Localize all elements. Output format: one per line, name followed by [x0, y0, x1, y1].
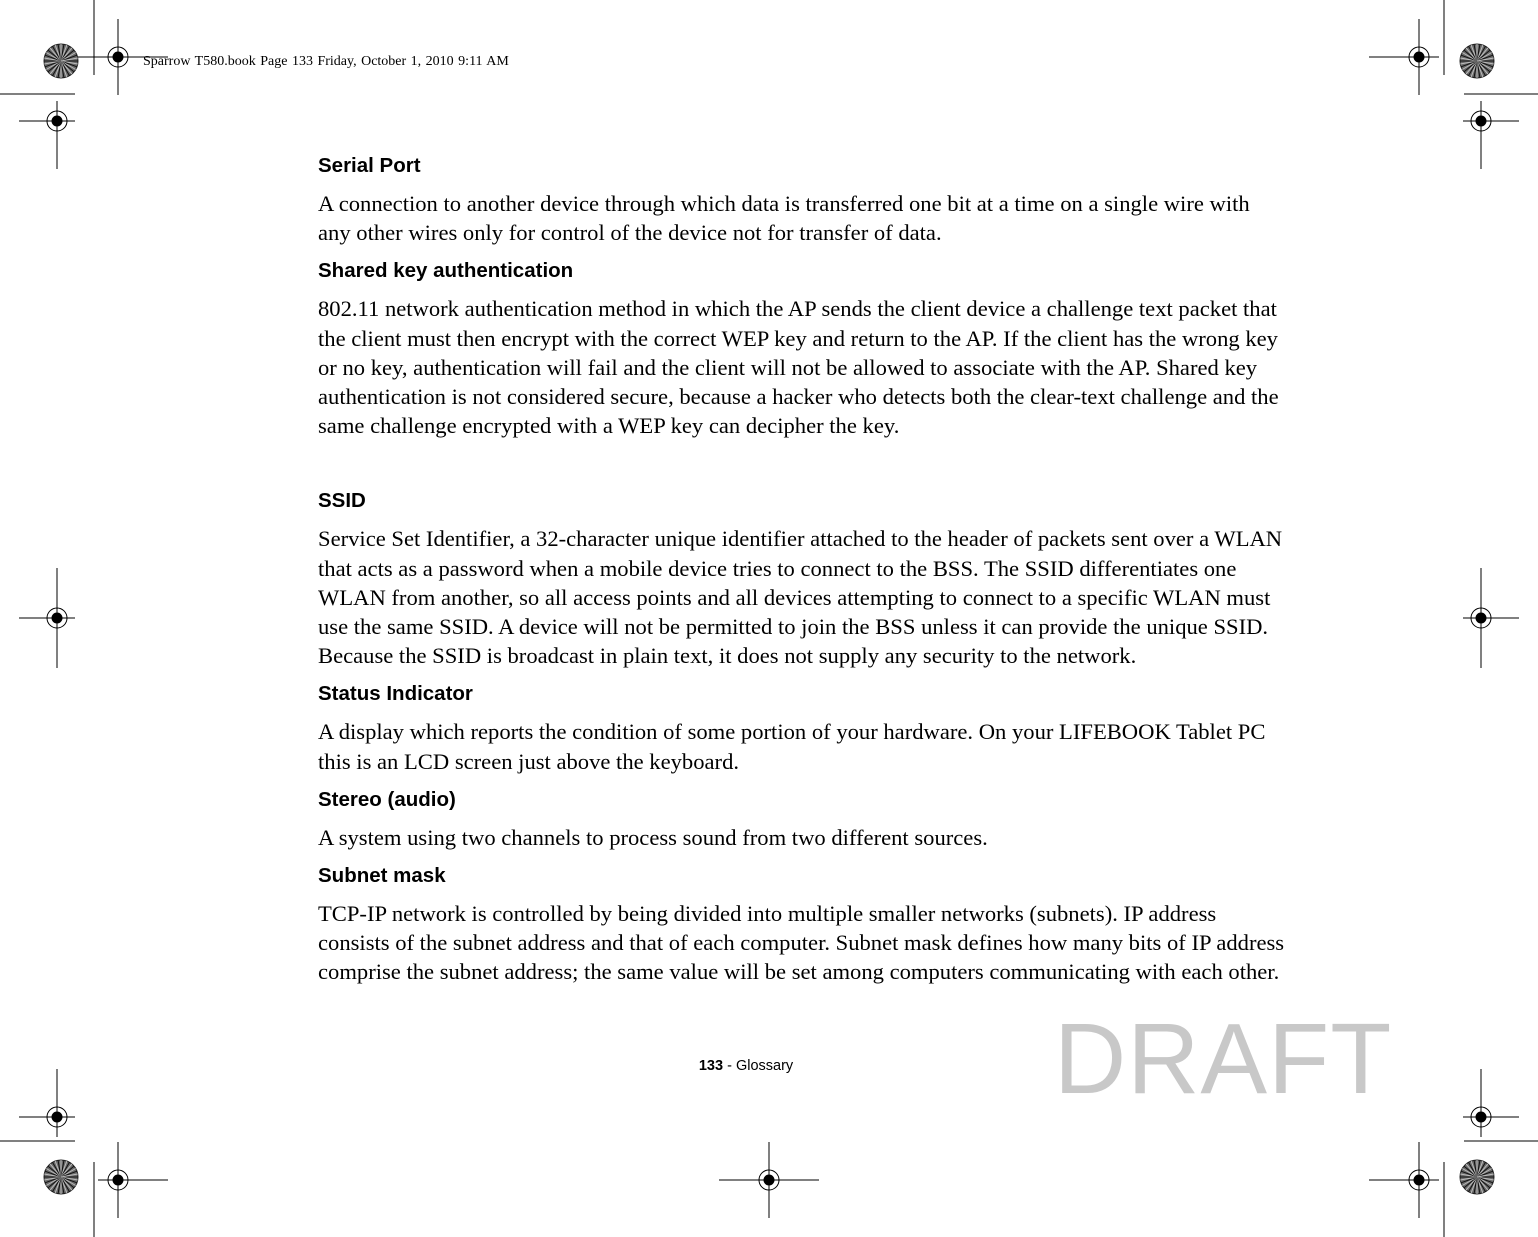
term-heading: SSID	[318, 489, 366, 513]
definition-line: any other wires only for control of the device not for transfer of data.	[318, 220, 942, 246]
registration-mark-icon	[1463, 1069, 1519, 1137]
definition-line: comprise the subnet address; the same value will be set among computers communicating with each other.	[318, 959, 1280, 985]
term-heading: Serial Port	[318, 154, 421, 177]
definition-line: A display which reports the condition of some portion of your hardware. On your LIFEBOOK Tablet PC	[318, 719, 1266, 745]
definition-line: authentication is not considered secure, because a hacker who detects both the clear-text challenge and the	[318, 384, 1279, 410]
registration-mark-icon	[19, 568, 75, 668]
term-heading: Subnet mask	[318, 864, 446, 888]
star-target-icon	[1460, 44, 1494, 78]
registration-mark-icon	[19, 1069, 75, 1137]
footer-separator: -	[723, 1058, 736, 1074]
section-gap	[318, 449, 1368, 486]
definition-line: A system using two channels to process sound from two different sources.	[318, 824, 988, 850]
definition-line: WLAN from another, so all access points and all devices attempting to connect to a specific WLAN must	[318, 584, 1271, 610]
term-definition	[318, 899, 1368, 987]
term-definition	[318, 294, 1368, 440]
term-definition	[318, 524, 1368, 670]
registration-mark-icon	[719, 1142, 819, 1218]
definition-line: same challenge encrypted with a WEP key can decipher the key.	[318, 413, 900, 439]
definition-line: this is an LCD screen just above the keyboard.	[318, 748, 740, 774]
term-definition	[318, 189, 1368, 247]
term-heading: Status Indicator	[318, 682, 473, 706]
term-definition	[318, 823, 1368, 852]
page-number: 133	[698, 1058, 724, 1074]
definition-line: Service Set Identifier, a 32-character unique identifier attached to the header of packets sent over a WLAN	[318, 526, 1283, 552]
term-heading: Shared key authentication	[318, 259, 574, 283]
registration-mark-icon	[98, 1142, 168, 1218]
definition-line: A connection to another device through which data is transferred one bit at a time on a single wire with	[318, 191, 1250, 216]
glossary-content	[318, 151, 1368, 996]
definition-line: that acts as a password when a mobile device tries to connect to the BSS. The SSID differentiates one	[318, 555, 1237, 581]
definition-line: use the same SSID. A device will not be permitted to join the BSS unless it can provide the unique SSID.	[318, 614, 1269, 640]
definition-line: 802.11 network authentication method in which the AP sends the client device a challenge text packet that	[318, 296, 1277, 322]
term-definition	[318, 717, 1368, 775]
registration-mark-icon	[1463, 568, 1519, 668]
footer-section: Glossary	[735, 1058, 794, 1074]
star-target-icon	[44, 44, 78, 78]
registration-mark-icon	[1463, 101, 1519, 169]
star-target-icon	[44, 1160, 78, 1194]
draft-watermark: DRAFT	[1054, 1003, 1393, 1115]
star-target-icon	[1460, 1160, 1494, 1194]
definition-line: consists of the subnet address and that of each computer. Subnet mask defines how many bits of IP address	[318, 930, 1285, 956]
book-slug: Sparrow T580.book Page 133 Friday, October 1, 2010 9:11 AM	[143, 54, 509, 69]
registration-mark-icon	[1369, 1142, 1439, 1218]
registration-mark-icon	[19, 101, 75, 169]
term-heading: Stereo (audio)	[318, 787, 456, 811]
definition-line: TCP-IP network is controlled by being divided into multiple smaller networks (subnets). IP address	[318, 901, 1217, 927]
registration-mark-icon	[1369, 19, 1439, 95]
definition-line: or no key, authentication will fail and the client will not be allowed to associate with the AP. Shared key	[318, 354, 1258, 380]
definition-line: Because the SSID is broadcast in plain text, it does not supply any security to the network.	[318, 643, 1137, 669]
definition-line: the client must then encrypt with the correct WEP key and return to the AP. If the client has the wrong key	[318, 325, 1278, 351]
